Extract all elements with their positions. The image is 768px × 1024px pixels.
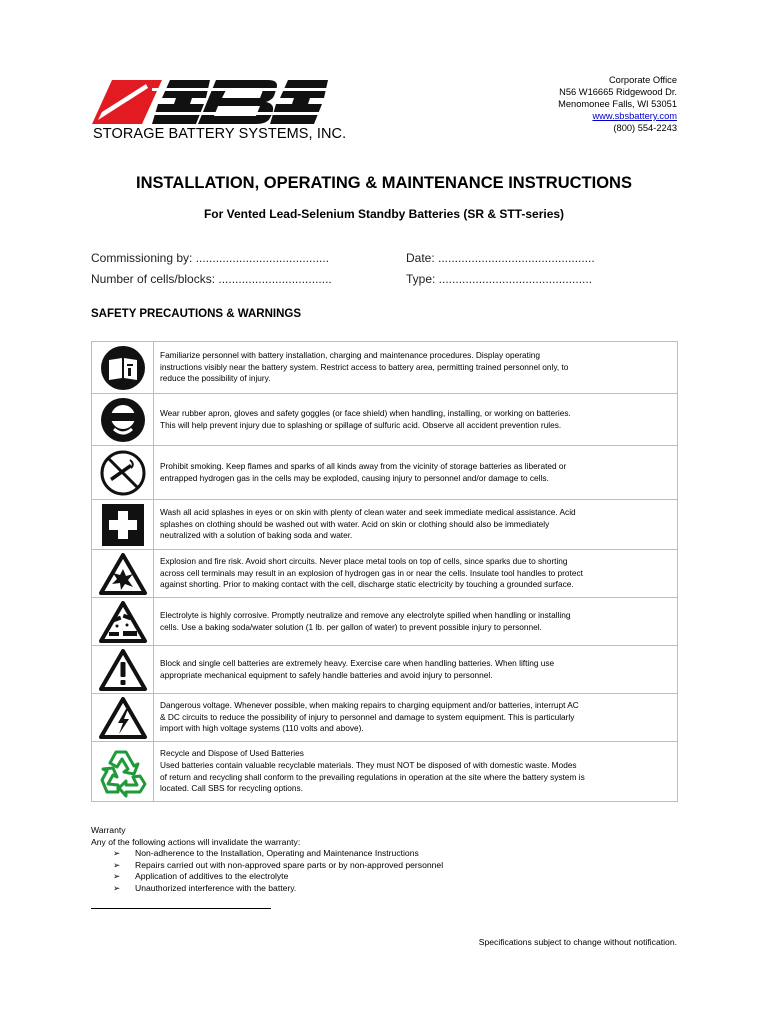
- document-title: INSTALLATION, OPERATING & MAINTENANCE INSTRUCTIONS: [136, 174, 632, 192]
- safety-heading: SAFETY PRECAUTIONS & WARNINGS: [91, 308, 301, 320]
- warranty-section: [91, 825, 443, 895]
- warning-text: Prohibit smoking. Keep flames and sparks of all kinds away from the vicinity of storage batteries as liberated or entrapped hydrogen gas in the cells may be exploded, causing injury to personnel and/or damage to cells.: [154, 446, 678, 500]
- warning-text: Electrolyte is highly corrosive. Promptly neutralize and remove any electrolyte spilled when handling or installing cells. Use a baking soda/water solution (1 lb. per gallon of water) to prevent possible injury to personnel.: [154, 598, 678, 646]
- arrow-bullet-icon: ➢: [113, 871, 121, 882]
- list-item: ➢ Repairs carried out with non-approved spare parts or by non-approved personnel: [113, 859, 444, 870]
- number-of-cells-field[interactable]: Number of cells/blocks: ..................................: [91, 272, 332, 286]
- warning-row: [92, 742, 678, 802]
- list-item: ➢ Unauthorized interference with the battery.: [113, 882, 297, 893]
- warranty-heading: Warranty: [91, 825, 126, 835]
- document-subtitle: For Vented Lead-Selenium Standby Batteries (SR & STT-series): [203, 207, 565, 221]
- list-item: ➢ Non-adherence to the Installation, Operating and Maintenance Instructions: [113, 848, 419, 859]
- warning-row: [92, 394, 678, 446]
- warning-row: [92, 342, 678, 394]
- general-warning-icon: [92, 646, 154, 694]
- no-smoking-icon: [92, 446, 154, 500]
- recycle-icon: [92, 742, 154, 802]
- warning-text: Block and single cell batteries are extremely heavy. Exercise care when handling batteries. When lifting use appropriate mechanical equipment to safely handle batteries and avoid injury to personnel.: [154, 646, 678, 694]
- footnote-divider: [91, 908, 271, 909]
- arrow-bullet-icon: ➢: [113, 882, 121, 893]
- date-field[interactable]: Date: ...............................................: [406, 251, 595, 265]
- explosion-warning-icon: [92, 550, 154, 598]
- warning-row: [92, 646, 678, 694]
- warning-text: Familiarize personnel with battery installation, charging and maintenance procedures. Display operating instructions visibly near the battery system. Restrict access to battery area, permitting trained personnel only, to reduce the possibility of injury.: [154, 342, 678, 394]
- warning-row: [92, 598, 678, 646]
- warranty-list: [91, 848, 443, 894]
- website-link[interactable]: www.sbsbattery.com: [592, 111, 677, 121]
- address-line-1: N56 W16665 Ridgewood Dr.: [559, 87, 677, 97]
- list-item: ➢ Application of additives to the electrolyte: [113, 871, 289, 882]
- first-aid-cross-icon: [92, 500, 154, 550]
- warning-row: [92, 500, 678, 550]
- high-voltage-warning-icon: [92, 694, 154, 742]
- warning-text: Wear rubber apron, gloves and safety goggles (or face shield) when handling, installing, or working on batteries. This will help prevent injury due to splashing or spillage of sulfuric acid. Observe all accident prevention rules.: [154, 394, 678, 446]
- corporate-office-block: [558, 74, 677, 134]
- warning-row: [92, 694, 678, 742]
- goggles-face-shield-icon: [92, 394, 154, 446]
- corrosive-warning-icon: [92, 598, 154, 646]
- company-name: STORAGE BATTERY SYSTEMS, INC.: [93, 126, 347, 142]
- instruction-manual-icon: [92, 342, 154, 394]
- footer-note: Specifications subject to change without notification.: [478, 937, 677, 947]
- warning-row: [92, 446, 678, 500]
- warning-text: Recycle and Dispose of Used Batteries Used batteries contain valuable recyclable materials. They must NOT be disposed of with domestic waste. Modes of return and recycling shall conform to the prevailing regulations in operation at the site where the battery system is located. Call SBS for recycling options.: [154, 742, 678, 802]
- warning-text: Wash all acid splashes in eyes or on skin with plenty of clean water and seek immediate medical assistance. Acid splashes on clothing should be washed out with water. Acid on skin or clothing should also be immediately neutralized with a solution of baking soda and water.: [154, 500, 678, 550]
- corporate-office-label: Corporate Office: [608, 75, 677, 85]
- warranty-intro: Any of the following actions will invalidate the warranty:: [91, 836, 301, 847]
- type-field[interactable]: Type: ..............................................: [406, 272, 593, 286]
- address-line-2: Menomonee Falls, WI 53051: [558, 99, 677, 109]
- arrow-bullet-icon: ➢: [113, 848, 121, 859]
- warning-text: Dangerous voltage. Whenever possible, when making repairs to charging equipment and/or batteries, interrupt AC & DC circuits to reduce the possibility of injury to personnel and damage to system equipment. This is particularly import with high voltage systems (110 volts and above).: [154, 694, 678, 742]
- arrow-bullet-icon: ➢: [113, 859, 121, 870]
- commissioning-by-field[interactable]: Commissioning by: ........................................: [91, 251, 330, 265]
- warning-row: [92, 550, 678, 598]
- warning-text: Explosion and fire risk. Avoid short circuits. Never place metal tools on top of cells, since sparks due to shorting across cell terminals may result in an explosion of hydrogen gas in or near the cells. Insulate tool handles to protect against shorting. Prior to making contact with the cell, discharge static electricity by touching a grounded surface.: [154, 550, 678, 598]
- phone-number: (800) 554-2243: [613, 123, 677, 133]
- safety-warnings-table: [91, 341, 678, 802]
